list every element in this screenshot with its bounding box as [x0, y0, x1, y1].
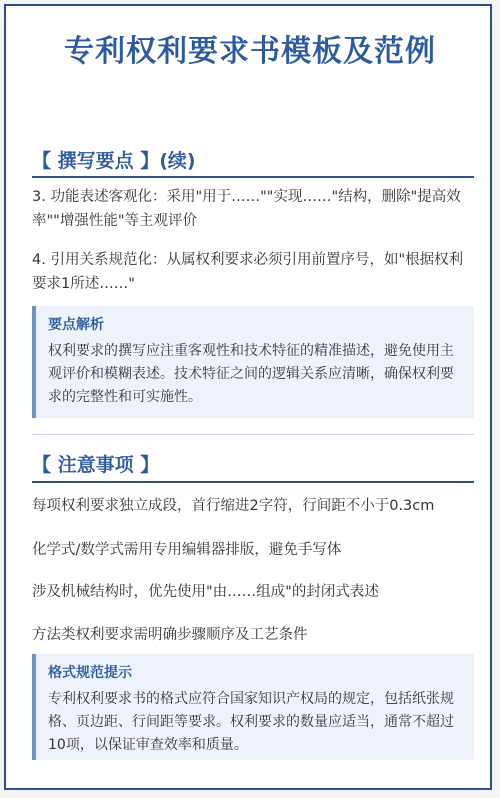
section-divider	[32, 434, 474, 435]
format-tip-body: 专利权利要求书的格式应符合国家知识产权局的规定，包括纸张规格、页边距、行间距等要求。权利要求的数量应适当，通常不超过10项，以保证审查效率和质量。	[48, 691, 454, 753]
analysis-title: 要点解析	[48, 317, 104, 333]
analysis-box	[32, 306, 474, 418]
format-tip-box	[32, 654, 474, 760]
section-heading-writing-points: 【 撰写要点 】(续)	[32, 150, 196, 172]
analysis-body: 权利要求的撰写应注重客观性和技术特征的精准描述，避免使用主观评价和模糊表述。技术特征之间的逻辑关系应清晰，确保权利要求的完整性和可实施性。	[48, 343, 454, 405]
writing-point-4: 4. 引用关系规范化：从属权利要求必须引用前置序号，如"根据权利要求1所述……"	[32, 252, 464, 292]
document-title: 专利权利要求书模板及范例	[64, 34, 436, 69]
writing-point-3: 3. 功能表述客观化：采用"用于……""实现……"结构，删除"提高效率""增强性能"等主观评价	[32, 189, 461, 229]
note-item: 方法类权利要求需明确步骤顺序及工艺条件	[32, 627, 308, 643]
format-tip-title: 格式规范提示	[48, 665, 132, 681]
section-underline	[32, 481, 474, 483]
note-item: 涉及机械结构时，优先使用"由……组成"的封闭式表述	[32, 584, 379, 600]
section-underline	[32, 176, 474, 178]
note-item: 每项权利要求独立成段，首行缩进2字符，行间距不小于0.3cm	[32, 498, 435, 514]
document-card	[4, 4, 492, 790]
section-heading-notes: 【 注意事项 】	[32, 454, 160, 476]
note-item: 化学式/数学式需用专用编辑器排版，避免手写体	[32, 542, 342, 558]
